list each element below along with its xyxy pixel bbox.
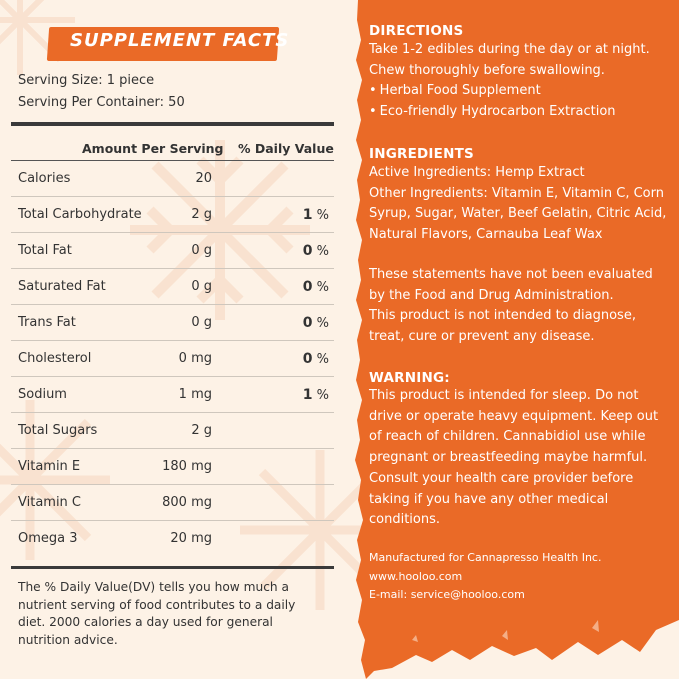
nutrient-name: Vitamin E	[18, 459, 81, 474]
nutrient-amount: 800 mg	[162, 495, 212, 510]
nutrient-amount: 2 g	[191, 423, 212, 438]
manufacturer-info	[369, 549, 601, 605]
nutrient-name: Omega 3	[18, 531, 78, 546]
nutrient-name: Total Carbohydrate	[18, 207, 142, 222]
table-row	[11, 520, 334, 556]
nutrient-name: Calories	[18, 171, 71, 186]
daily-value-column-header: % Daily Value	[238, 141, 334, 156]
table-row	[11, 232, 334, 269]
nutrient-name: Sodium	[18, 387, 67, 402]
table-row	[11, 448, 334, 485]
nutrient-name: Cholesterol	[18, 351, 92, 366]
nutrient-amount: 0 g	[191, 243, 212, 258]
nutrient-amount: 20	[195, 171, 212, 186]
directions-text: Take 1-2 edibles during the day or at night. Chew thoroughly before swallowing. • Herbal Food Supplement • Eco-friendly Hydrocarbon Extraction	[369, 40, 650, 123]
daily-value-footnote: The % Daily Value(DV) tells you how much a nutrient serving of food contributes to a daily diet. 2000 calories a day used for general nutrition advice.	[18, 580, 296, 647]
nutrient-amount: 0 g	[191, 279, 212, 294]
nutrient-name: Total Sugars	[18, 423, 98, 438]
table-row	[11, 376, 334, 413]
bullet-item: • Eco-friendly Hydrocarbon Extraction	[369, 102, 650, 123]
ingredients-text: Active Ingredients: Hemp Extract Other Ingredients: Vitamin E, Vitamin C, Corn Syrup, Sugar, Water, Beef Gelatin, Citric Acid, Natural Flavors, Carnauba Leaf Wax	[369, 165, 667, 243]
info-panel	[352, 0, 679, 679]
website-link[interactable]: www.hooloo.com	[369, 569, 463, 583]
manufacturer-line: Manufactured for Cannapresso Health Inc.	[369, 551, 602, 564]
serving-size: Serving Size: 1 piece	[18, 73, 155, 88]
table-row	[11, 304, 334, 341]
supplement-facts-title: SUPPLEMENT FACTS	[70, 30, 290, 51]
ingredients-heading: INGREDIENTS	[369, 146, 474, 162]
table-row	[11, 196, 334, 233]
fda-disclaimer: These statements have not been evaluated by the Food and Drug Administration. This product is not intended to diagnose, treat, cure or prevent any disease.	[369, 267, 653, 345]
thick-divider	[11, 122, 334, 126]
nutrient-daily-value: 0 %	[302, 315, 329, 331]
table-row	[11, 484, 334, 521]
warning-text: This product is intended for sleep. Do not drive or operate heavy equipment. Keep out of reach of children. Cannabidiol use while pregnant or breastfeeding maybe harmful. Consult your health care provider before taking if you have any other medical conditions.	[369, 388, 659, 528]
warning-heading: WARNING:	[369, 370, 450, 386]
nutrient-amount: 180 mg	[162, 459, 212, 474]
directions-heading: DIRECTIONS	[369, 23, 464, 39]
nutrient-daily-value: 0 %	[302, 279, 329, 295]
nutrient-amount: 1 mg	[178, 387, 212, 402]
email-link[interactable]: E-mail: service@hooloo.com	[369, 588, 525, 601]
nutrient-amount: 0 mg	[178, 351, 212, 366]
nutrient-name: Vitamin C	[18, 495, 82, 510]
nutrient-amount: 20 mg	[170, 531, 212, 546]
table-row	[11, 412, 334, 449]
nutrient-name: Total Fat	[18, 243, 72, 258]
table-row	[11, 340, 334, 377]
nutrient-amount: 0 g	[191, 315, 212, 330]
nutrient-daily-value: 1 %	[302, 207, 329, 223]
amount-column-header: Amount Per Serving	[82, 141, 224, 156]
nutrient-daily-value: 0 %	[302, 351, 329, 367]
servings-per-container: Serving Per Container: 50	[18, 95, 185, 110]
nutrient-daily-value: 1 %	[302, 387, 329, 403]
bottom-divider	[11, 566, 334, 569]
nutrient-name: Trans Fat	[18, 315, 76, 330]
nutrient-daily-value: 0 %	[302, 243, 329, 259]
table-row	[11, 160, 334, 197]
bullet-item: • Herbal Food Supplement	[369, 81, 650, 102]
nutrient-amount: 2 g	[191, 207, 212, 222]
table-row	[11, 268, 334, 305]
nutrient-name: Saturated Fat	[18, 279, 106, 294]
